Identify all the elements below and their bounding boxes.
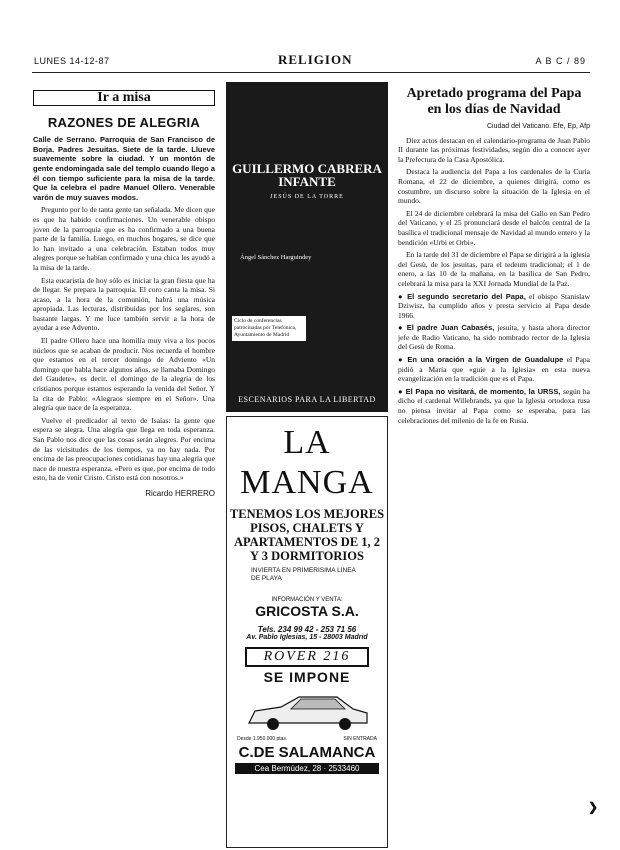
car-illustration [241, 689, 373, 735]
bullet-lead: El padre Juan Cabasés, [406, 323, 495, 333]
news-headline: Apretado programa del Papa en los días de Navidad [406, 86, 582, 117]
bullet-lead: El Papa no visitará, de momento, la URSS, [405, 386, 561, 396]
column-right [398, 82, 590, 428]
lamanga-title: LA MANGA [240, 424, 374, 501]
brand-name: GRICOSTA S.A. [255, 603, 359, 619]
bullet-text: según ha dicho el cardenal Willebrands, ya que la Iglesia ortodoxa rusa no piensa invitar al Papa como se esperaba, para las celebraciones del milenio de la fe en Rusia. [398, 386, 591, 425]
article-paragraph: Esta eucaristía de hoy sólo es iniciar la gran fiesta que ha de llegar. Se prepara la parroquia. El coro canta la misa. Si acaso, a la hora de la comunión, habrá una música apropiada. Las lecturas, distribuidas por los seglares, son bastante largas. Y me luce también servir a la hora de ayudar a ese Advento. [33, 275, 215, 333]
news-bullet: ● El padre Juan Cabasés, jesuita, y hasta ahora director jefe de Radio Vaticano, ha sido nombrado rector de la Iglesia del Gesù de Roma. [398, 323, 591, 352]
sale-info [227, 736, 387, 742]
news-bullet: ● El segundo secretario del Papa, el obispo Stanislaw Dziwisz, ha cumplido años y presta servicio al Papa desde 1966. [398, 291, 591, 320]
book-ad [226, 82, 388, 412]
realestate-ad [226, 416, 388, 848]
sale-price: Desde 1.950.000 ptas. [237, 736, 288, 742]
info-label: INFORMACIÓN Y VENTA: [271, 597, 343, 603]
bullet-text: jesuita, y hasta ahora director jefe de Radio Vaticano, ha sido nombrado rector de la Iglesia del Gesù de Roma. [398, 323, 591, 352]
article-paragraph: Vuelve el predicador al texto de Isaías: la gente que espera se alegra. Una alegría que llega en toda esperanza. San Pablo nos dice que las cosas serán alegres. Por encima de las vicisitudes de los tiempos, ya no hay nada. Por encima de las preocupaciones cotidianas hay una alegría que nace de nuestra esperanza. «Pero es que, por encima de todo esto, ha de venir Cristo. Cristo está con nosotros.» [33, 415, 216, 483]
news-bullet: ● El Papa no visitará, de momento, la URSS, según ha dicho el cardenal Willebrands, ya que la Iglesia ortodoxa rusa no piensa invitar al Papa como se esperaba, para las celebraciones del milenio de la fe en Rusia. [398, 386, 591, 425]
news-paragraph: El 24 de diciembre celebrará la misa del Gallo en San Pedro del Vaticano, y el 25 pronunciará desde el balcón central de la basílica el tradicional mensaje de Navidad al mundo entero y la bendición «Urbi et Orbi». [398, 208, 590, 247]
book-footer: ESCENARIOS PARA LA LIBERTAD [238, 395, 376, 404]
book-title: GUILLERMO CABRERA INFANTE [232, 161, 382, 189]
ads-column [226, 82, 388, 842]
dealer-name: C.DE SALAMANCA [238, 744, 376, 761]
news-paragraph: En la tarde del 31 de diciembre el Papa se dirigirá a la iglesia del Gesù, de los jesuitas, para el tedeum tradicional; el 1 de enero, a las 10 de la mañana, en la basílica de San Pedro, celebrará la misa para la XXI Jornada Mundial de la Paz. [398, 250, 590, 288]
news-dateline: Ciudad del Vaticano. Efe, Ep, Afp [487, 123, 590, 130]
news-paragraph: Diez actos destacan en el calendario-programa de Juan Pablo II durante las próximas festividades, según dio a conocer ayer la Prefectura de la Casa Apostólica. [398, 135, 590, 164]
column-left [33, 82, 215, 499]
sale-terms: SIN ENTRADA [343, 736, 377, 742]
book-series: JESÚS DE LA TORRE [270, 194, 344, 200]
page-number: A B C / 89 [535, 56, 586, 66]
bullet-lead: El segundo secretario del Papa, [407, 291, 526, 301]
author-signature: Ricardo HERRERO [145, 488, 215, 498]
bullet-text: el obispo Stanislaw Dziwisz, ha cumplido años y presta servicio al Papa desde 1966. [398, 291, 591, 320]
article-lead: Calle de Serrano. Parroquia de San Francisco de Borja. Padres Jesuitas. Siete de la tarde. Llueve suavemente sobre la ciudad. Y un montón de gente endomingada sale del templo cuando llego a él con tiempo suficiente para la misa de la tarde. Que la celebra el padre Manuel Ollero. Venerable varón de muy suaves modos. [33, 135, 215, 202]
rover-tagline: SE IMPONE [263, 669, 351, 685]
issue-date: LUNES 14-12-87 [34, 56, 110, 66]
article-paragraph: Pregunto por lo de tanta gente tan señalada. Me dicen que es que ha habido confirmaciones. Un venerable obispo joven de la parroquia que es ha confirmado a una buena parte de la familia. Luego, en muchos hogares, se dice que lo han invitado a una celebración. Estaban todos muy alegres porque se habían confirmado y una chica les ayudó a la misa de la tarde. [33, 205, 216, 272]
margin-mark: ❯ [588, 800, 599, 814]
section-title: RELIGION [278, 52, 353, 67]
article-paragraph: El padre Ollero hace una homilía muy viva a los pocos núcleos que se acaban de producir. Nos recuerda el hombre que estamos en el tercer domingo de Adviento «Un domingo que habla hace algunos años, se llamaba Domingo del Gaudete», es decir, el domingo de la alegría de los cristianos porque estamos esperando la venida del Señor. Y la cita de Pablo: «Alegraos siempre en el Señor». Una alegría que nace de la esperanza. [33, 336, 215, 413]
news-bullet: ● En una oración a la Virgen de Guadalupe el Papa pidió a María que «guíe a la Iglesia» en esta nueva evangelización en la tradición que es el Papa. [398, 355, 590, 384]
invest-text: INVIERTA EN PRIMERISIMA LINEA DE PLAYA [251, 567, 356, 582]
lamanga-text: TENEMOS LOS MEJORES PISOS, CHALETS Y APARTAMENTOS DE 1, 2 Y 3 DORMITORIOS [229, 507, 385, 563]
column-label-box: Ir a misa [33, 90, 215, 106]
book-author-line: Ángel Sánchez Harguindey [240, 254, 312, 261]
news-paragraph: Destaca la audiencia del Papa a los cardenales de la Curia Romana, el 22 de diciembre, a quienes dirigirá, como es costumbre, un discurso sobre la situación de la Iglesia en el mundo. [398, 167, 590, 206]
bullet-text: el Papa pidió a María que «guíe a la Iglesia» en esta nueva evangelización en la tradición que es el Papa. [398, 355, 590, 384]
phone-numbers: Tels. 234 99 42 - 253 71 56 [257, 625, 357, 634]
book-info-box: Ciclo de conferencias patrocinadas por Telefónica, Ayuntamiento de Madrid [232, 316, 306, 341]
bullet-lead: En una oración a la Virgen de Guadalupe [407, 355, 564, 365]
article-heading: RAZONES DE ALEGRIA [47, 114, 201, 130]
page-header [0, 52, 620, 70]
rover-logo: ROVER 216 [245, 647, 369, 667]
dealer-address: Cea Bermúdez, 28 · 2533460 [235, 763, 379, 774]
brand-address: Av. Pablo Iglesias, 15 - 28003 Madrid [246, 634, 368, 641]
header-rule [32, 72, 590, 73]
